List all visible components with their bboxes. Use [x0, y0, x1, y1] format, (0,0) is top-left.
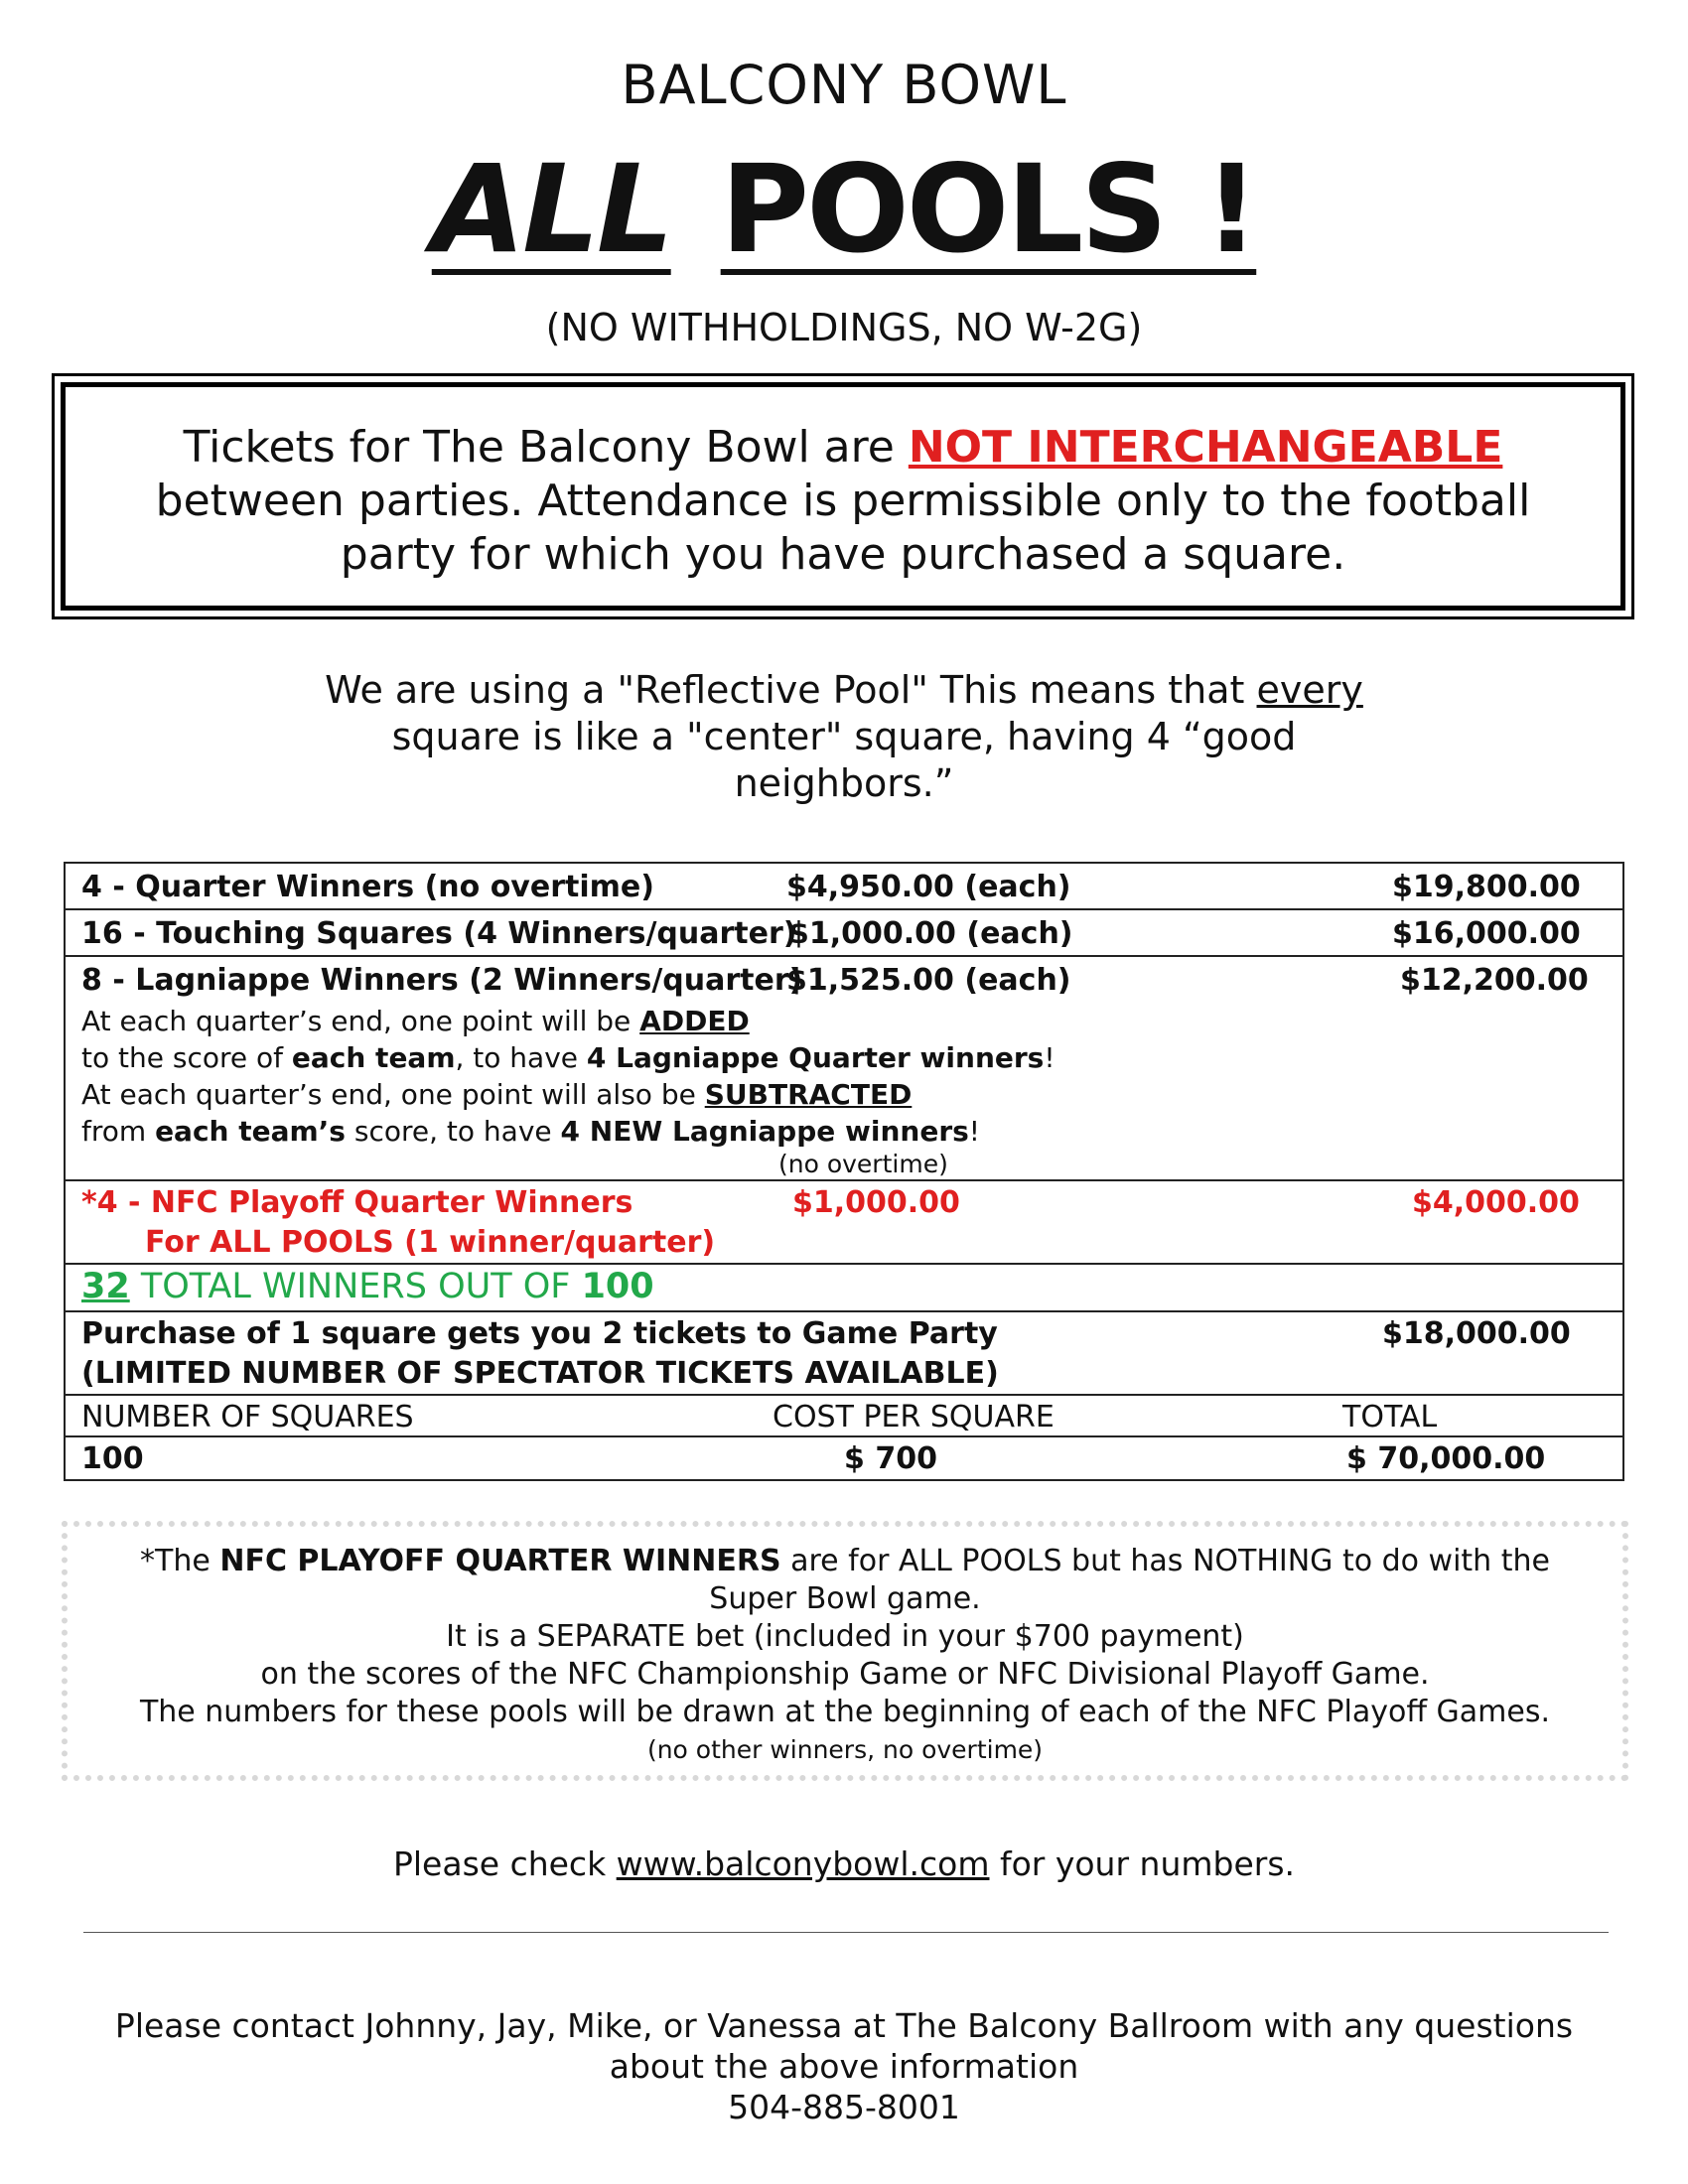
l2b: each team: [291, 1041, 456, 1074]
lagniappe-line-3: [81, 1078, 912, 1111]
purchase-line-2: (LIMITED NUMBER OF SPECTATOR TICKETS AVAILABLE): [81, 1356, 999, 1391]
winners-of: 100: [581, 1267, 654, 1306]
footnote-line-2: Super Bowl game.: [709, 1581, 981, 1616]
notice-emphasis: NOT INTERCHANGEABLE: [908, 422, 1503, 473]
notice-inner-border: [61, 382, 1625, 611]
row-lagniappe: [66, 957, 1622, 1181]
contact-line-1: Please contact Johnny, Jay, Mike, or Vanessa at The Balcony Ballroom with any questions: [114, 2006, 1574, 2045]
check-before: Please check: [392, 1844, 617, 1883]
footnote-line-5: The numbers for these pools will be drawn at the beginning of each of the NFC Playoff Games.: [139, 1695, 1551, 1729]
nfc-label-1: *4 - NFC Playoff Quarter Winners: [81, 1185, 633, 1220]
l2a: to the score of: [81, 1041, 292, 1074]
nfc-total: $4,000.00: [1412, 1185, 1580, 1220]
l2e: !: [1044, 1041, 1055, 1074]
divider-line: [83, 1932, 1609, 1933]
l4c: score, to have: [345, 1115, 561, 1148]
headline-all: ALL: [431, 139, 671, 280]
reflective-after: square is like a "center" square, having 4 “good neighbors.”: [391, 715, 1297, 805]
headline-pools: POOLS !: [720, 139, 1257, 280]
header-cost: COST PER SQUARE: [773, 1400, 1055, 1434]
nfc-amount: $1,000.00: [792, 1185, 960, 1220]
prize-table: [64, 862, 1624, 1481]
l4d: 4 NEW Lagniappe winners: [560, 1115, 969, 1148]
l4a: from: [81, 1115, 156, 1148]
l3a: At each quarter’s end, one point will also be: [81, 1078, 705, 1111]
lagniappe-note: (no overtime): [778, 1150, 948, 1178]
total-winners-text: [81, 1267, 654, 1306]
value-total: $ 70,000.00: [1346, 1441, 1546, 1476]
notice-text: [105, 421, 1581, 582]
notice-before: Tickets for The Balcony Bowl are: [183, 422, 909, 473]
quarter-total: $19,800.00: [1392, 870, 1581, 904]
value-cost: $ 700: [844, 1441, 937, 1476]
notice-box: [52, 373, 1634, 619]
lagniappe-each: $1,525.00 (each): [786, 963, 1071, 998]
reflective-before: We are using a "Reflective Pool" This means that: [325, 668, 1257, 712]
winners-count: 32: [81, 1267, 130, 1306]
nfc-label-2: For ALL POOLS (1 winner/quarter): [145, 1225, 716, 1260]
subheading: (NO WITHHOLDINGS, NO W-2G): [545, 306, 1143, 349]
notice-after: between parties. Attendance is permissible only to the football party for which you have purchased a square.: [155, 476, 1531, 580]
header-squares: NUMBER OF SQUARES: [81, 1400, 414, 1434]
footnote-line-6: (no other winners, no overtime): [646, 1735, 1044, 1764]
lagniappe-label: 8 - Lagniappe Winners (2 Winners/quarter): [81, 963, 803, 998]
row-quarter-winners: [66, 864, 1622, 910]
row-cost-headers: [66, 1396, 1622, 1437]
reflective-emphasis: every: [1256, 668, 1363, 712]
row-total-winners: [66, 1265, 1622, 1312]
l4e: !: [968, 1115, 981, 1148]
contact-phone: 504-885-8001: [728, 2088, 960, 2126]
lagniappe-line-1: [81, 1005, 750, 1037]
l3b: SUBTRACTED: [704, 1078, 913, 1111]
touching-label: 16 - Touching Squares (4 Winners/quarter): [81, 916, 797, 951]
footnote-line-3: It is a SEPARATE bet (included in your $700 payment): [446, 1619, 1244, 1654]
l2c: , to have: [455, 1041, 587, 1074]
header-total: TOTAL: [1342, 1400, 1438, 1434]
footnote-text: [68, 1543, 1622, 1769]
headline: [0, 139, 1688, 280]
fn-l1b: NFC PLAYOFF QUARTER WINNERS: [219, 1544, 781, 1578]
fn-l1a: *The: [140, 1544, 220, 1578]
row-touching-squares: [66, 910, 1622, 957]
website-link[interactable]: www.balconybowl.com: [616, 1844, 990, 1883]
value-squares: 100: [81, 1441, 144, 1476]
purchase-total: $18,000.00: [1382, 1316, 1571, 1351]
reflective-pool-text: [298, 667, 1390, 807]
row-cost-values: [66, 1437, 1622, 1479]
l4b: each team’s: [155, 1115, 346, 1148]
quarter-each: $4,950.00 (each): [786, 870, 1071, 904]
l1a: At each quarter’s end, one point will be: [81, 1005, 640, 1037]
check-after: for your numbers.: [989, 1844, 1296, 1883]
touching-total: $16,000.00: [1392, 916, 1581, 951]
footnote-box: [62, 1521, 1628, 1781]
fn-l1c: are for ALL POOLS but has NOTHING to do with the: [780, 1544, 1550, 1578]
lagniappe-line-4: [81, 1115, 980, 1148]
winners-text: TOTAL WINNERS OUT OF: [129, 1267, 582, 1306]
touching-each: $1,000.00 (each): [788, 916, 1073, 951]
quarter-label: 4 - Quarter Winners (no overtime): [81, 870, 654, 904]
footnote-line-4: on the scores of the NFC Championship Game or NFC Divisional Playoff Game.: [260, 1657, 1430, 1692]
check-numbers-text: [0, 1844, 1688, 1883]
brand-title: BALCONY BOWL: [621, 54, 1067, 116]
footnote-line-1: [68, 1543, 1622, 1580]
row-nfc-playoff: [66, 1181, 1622, 1265]
lagniappe-line-2: [81, 1041, 1055, 1074]
purchase-line-1: Purchase of 1 square gets you 2 tickets to Game Party: [81, 1316, 998, 1351]
l1b: ADDED: [639, 1005, 750, 1037]
contact-line-2: about the above information: [609, 2047, 1079, 2086]
row-purchase: [66, 1312, 1622, 1396]
contact-info: [0, 2005, 1688, 2127]
lagniappe-total: $12,200.00: [1400, 963, 1589, 998]
l2d: 4 Lagniappe Quarter winners: [586, 1041, 1045, 1074]
